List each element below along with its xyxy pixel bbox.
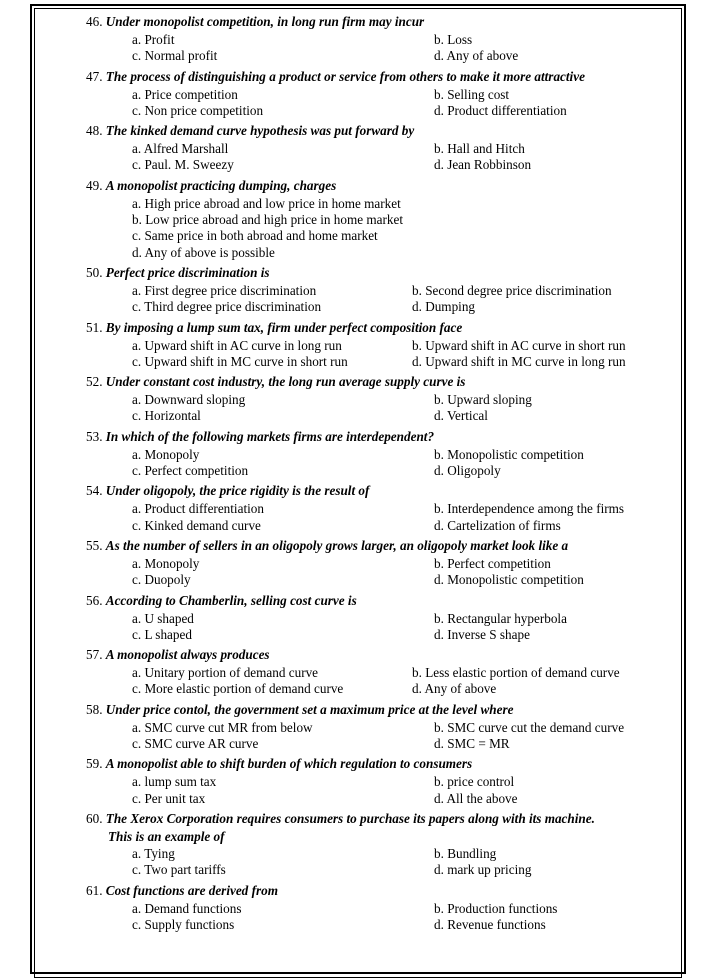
question-number: 60. bbox=[86, 810, 103, 826]
option: b. Hall and Hitch bbox=[434, 141, 525, 157]
option: d. Dumping bbox=[412, 299, 476, 315]
question-number: 46. bbox=[86, 14, 103, 29]
option-row bbox=[132, 611, 666, 627]
option: b. Perfect competition bbox=[434, 555, 551, 571]
option: d. mark up pricing bbox=[434, 862, 532, 878]
option-row bbox=[132, 141, 666, 157]
options bbox=[132, 392, 666, 425]
option: b. Interdependence among the firms bbox=[434, 501, 625, 517]
option-row bbox=[132, 48, 666, 64]
question bbox=[86, 701, 666, 755]
option: c. Horizontal bbox=[132, 408, 201, 424]
option-row bbox=[132, 87, 666, 103]
option-row bbox=[132, 736, 666, 752]
question-number: 56. bbox=[86, 592, 103, 608]
option-row bbox=[132, 681, 666, 697]
question-line bbox=[86, 264, 666, 282]
option: c. Supply functions bbox=[132, 916, 235, 932]
options bbox=[132, 32, 666, 65]
option-row bbox=[132, 501, 666, 517]
options bbox=[132, 720, 666, 753]
option-row bbox=[132, 665, 666, 681]
option-row bbox=[132, 32, 666, 48]
option: d. Any of above bbox=[434, 48, 519, 64]
question-text: Under constant cost industry, the long run average supply curve is bbox=[105, 374, 466, 390]
option: b. Upward shift in AC curve in short run bbox=[412, 337, 626, 353]
option: c. L shaped bbox=[132, 626, 192, 642]
option: b. Less elastic portion of demand curve bbox=[412, 665, 620, 681]
options bbox=[132, 196, 666, 261]
option-row bbox=[132, 463, 666, 479]
option-row bbox=[132, 901, 666, 917]
question bbox=[86, 428, 666, 482]
question-text: A monopolist always produces bbox=[105, 647, 270, 663]
option: d. Vertical bbox=[434, 408, 488, 424]
option: d. Product differentiation bbox=[434, 102, 567, 118]
question bbox=[86, 177, 666, 263]
question-number: 54. bbox=[86, 483, 103, 499]
option: c. Per unit tax bbox=[132, 790, 206, 806]
option: b. Selling cost bbox=[434, 86, 510, 102]
options bbox=[132, 501, 666, 534]
option: c. SMC curve AR curve bbox=[132, 736, 259, 752]
option-row bbox=[132, 791, 666, 807]
option: a. Unitary portion of demand curve bbox=[132, 665, 319, 681]
question bbox=[86, 13, 666, 67]
question-number: 61. bbox=[86, 882, 103, 898]
question bbox=[86, 537, 666, 591]
question bbox=[86, 319, 666, 373]
option-row bbox=[132, 917, 666, 933]
question-text: Under oligopoly, the price rigidity is the result of bbox=[105, 483, 370, 499]
option: d. SMC = MR bbox=[434, 736, 510, 752]
question-line bbox=[86, 373, 666, 391]
question-line bbox=[86, 122, 666, 140]
option: c. Upward shift in MC curve in short run bbox=[132, 353, 348, 369]
option: a. Price competition bbox=[132, 86, 238, 102]
question bbox=[86, 373, 666, 427]
option: b. Production functions bbox=[434, 900, 558, 916]
options bbox=[132, 774, 666, 807]
question-text: As the number of sellers in an oligopoly grows larger, an oligopoly market look like a bbox=[105, 537, 569, 553]
option: a. lump sum tax bbox=[132, 774, 217, 790]
option: c. Third degree price discrimination bbox=[132, 299, 322, 315]
question-number: 51. bbox=[86, 319, 103, 335]
option: c. Kinked demand curve bbox=[132, 517, 261, 533]
option-row bbox=[132, 157, 666, 173]
question bbox=[86, 482, 666, 536]
question-text: According to Chamberlin, selling cost curve is bbox=[105, 592, 357, 608]
option-row bbox=[132, 299, 666, 315]
question bbox=[86, 882, 666, 936]
option: d. Monopolistic competition bbox=[434, 572, 584, 588]
options bbox=[132, 87, 666, 120]
question-list bbox=[86, 12, 666, 935]
option-row bbox=[132, 572, 666, 588]
question-line bbox=[86, 177, 666, 195]
option: d. Jean Robbinson bbox=[434, 157, 532, 173]
question-line bbox=[86, 482, 666, 500]
question-number: 57. bbox=[86, 647, 103, 663]
option: d. Any of above is possible bbox=[132, 244, 275, 260]
question-text: A monopolist practicing dumping, charges bbox=[105, 177, 337, 193]
option: d. Revenue functions bbox=[434, 916, 546, 932]
options bbox=[132, 141, 666, 174]
option: a. U shaped bbox=[132, 610, 194, 626]
option: b. Loss bbox=[434, 32, 473, 47]
question-line bbox=[86, 755, 666, 773]
option-row bbox=[132, 862, 666, 878]
option-row bbox=[132, 447, 666, 463]
option: a. First degree price discrimination bbox=[132, 282, 317, 298]
option-row bbox=[132, 103, 666, 119]
options bbox=[132, 447, 666, 480]
question-line bbox=[86, 592, 666, 610]
option: c. Same price in both abroad and home market bbox=[132, 228, 378, 244]
question-text: In which of the following markets firms are interdependent? bbox=[105, 428, 435, 444]
question-line bbox=[86, 810, 666, 828]
options bbox=[132, 338, 666, 371]
option: c. Perfect competition bbox=[132, 463, 249, 479]
options bbox=[132, 901, 666, 934]
option: a. Tying bbox=[132, 845, 175, 861]
option: a. Demand functions bbox=[132, 900, 242, 916]
option: a. Product differentiation bbox=[132, 501, 264, 517]
question-number: 50. bbox=[86, 264, 103, 280]
option: d. Upward shift in MC curve in long run bbox=[412, 353, 626, 369]
question-text: A monopolist able to shift burden of which regulation to consumers bbox=[105, 756, 473, 772]
question bbox=[86, 68, 666, 122]
option: b. Upward sloping bbox=[434, 392, 532, 408]
option: b. price control bbox=[434, 774, 515, 790]
option: d. Any of above bbox=[412, 681, 497, 697]
options bbox=[132, 556, 666, 589]
question-text: Perfect price discrimination is bbox=[105, 264, 270, 280]
option-row bbox=[132, 338, 666, 354]
option: c. Duopoly bbox=[132, 572, 191, 588]
question-line bbox=[86, 428, 666, 446]
option: a. Upward shift in AC curve in long run bbox=[132, 337, 342, 353]
question bbox=[86, 122, 666, 176]
option: a. Alfred Marshall bbox=[132, 141, 229, 157]
question bbox=[86, 264, 666, 318]
question-text: The kinked demand curve hypothesis was put forward by bbox=[105, 123, 415, 139]
question-line bbox=[86, 882, 666, 900]
question-line bbox=[86, 646, 666, 664]
question-text: Under price contol, the government set a maximum price at the level where bbox=[105, 701, 514, 717]
question-text: Cost functions are derived from bbox=[105, 882, 278, 898]
question-line bbox=[86, 701, 666, 719]
question-number: 58. bbox=[86, 701, 103, 717]
option: b. Bundling bbox=[434, 845, 497, 861]
question-line bbox=[86, 13, 666, 31]
question-number: 52. bbox=[86, 374, 103, 390]
question bbox=[86, 810, 666, 881]
option: d. Cartelization of firms bbox=[434, 517, 561, 533]
question-line bbox=[86, 68, 666, 86]
option: c. Normal profit bbox=[132, 48, 218, 64]
option-row bbox=[132, 556, 666, 572]
option-row bbox=[132, 392, 666, 408]
option: c. Two part tariffs bbox=[132, 862, 226, 878]
option: b. SMC curve cut the demand curve bbox=[434, 719, 625, 735]
option: b. Rectangular hyperbola bbox=[434, 610, 567, 626]
option-row bbox=[132, 518, 666, 534]
option: a. Monopoly bbox=[132, 446, 200, 462]
question-number: 49. bbox=[86, 177, 103, 193]
question-text-continued: This is an example of bbox=[108, 828, 225, 844]
option: c. Paul. M. Sweezy bbox=[132, 157, 234, 173]
option-row bbox=[132, 408, 666, 424]
question-number: 55. bbox=[86, 537, 103, 553]
option: a. High price abroad and low price in home market bbox=[132, 195, 401, 211]
option: a. Profit bbox=[132, 32, 175, 47]
question-line bbox=[86, 319, 666, 337]
question-line bbox=[86, 537, 666, 555]
question-text: The Xerox Corporation requires consumers to purchase its papers along with its machine. bbox=[105, 810, 595, 826]
option-row bbox=[132, 627, 666, 643]
option: a. Monopoly bbox=[132, 555, 200, 571]
question bbox=[86, 592, 666, 646]
question-number: 48. bbox=[86, 123, 103, 139]
option: d. Inverse S shape bbox=[434, 626, 530, 642]
option-row bbox=[132, 774, 666, 790]
question bbox=[86, 646, 666, 700]
options bbox=[132, 665, 666, 698]
question-text: The process of distinguishing a product or service from others to make it more attractive bbox=[105, 68, 585, 84]
option: c. Non price competition bbox=[132, 102, 264, 118]
option: d. All the above bbox=[434, 790, 518, 806]
option: d. Oligopoly bbox=[434, 463, 501, 479]
options bbox=[132, 611, 666, 644]
option: b. Low price abroad and high price in home market bbox=[132, 212, 403, 228]
options bbox=[132, 846, 666, 879]
question-text: Under monopolist competition, in long run firm may incur bbox=[105, 14, 425, 29]
question bbox=[86, 755, 666, 809]
question-text: By imposing a lump sum tax, firm under perfect composition face bbox=[105, 319, 463, 335]
option: a. Downward sloping bbox=[132, 392, 246, 408]
option: b. Monopolistic competition bbox=[434, 446, 584, 462]
option: c. More elastic portion of demand curve bbox=[132, 681, 344, 697]
question-number: 53. bbox=[86, 428, 103, 444]
option: b. Second degree price discrimination bbox=[412, 282, 612, 298]
option-row bbox=[132, 283, 666, 299]
option-row bbox=[132, 354, 666, 370]
question-number: 47. bbox=[86, 68, 103, 84]
option-row bbox=[132, 720, 666, 736]
options bbox=[132, 283, 666, 316]
option: a. SMC curve cut MR from below bbox=[132, 719, 313, 735]
question-number: 59. bbox=[86, 756, 103, 772]
option-row bbox=[132, 846, 666, 862]
